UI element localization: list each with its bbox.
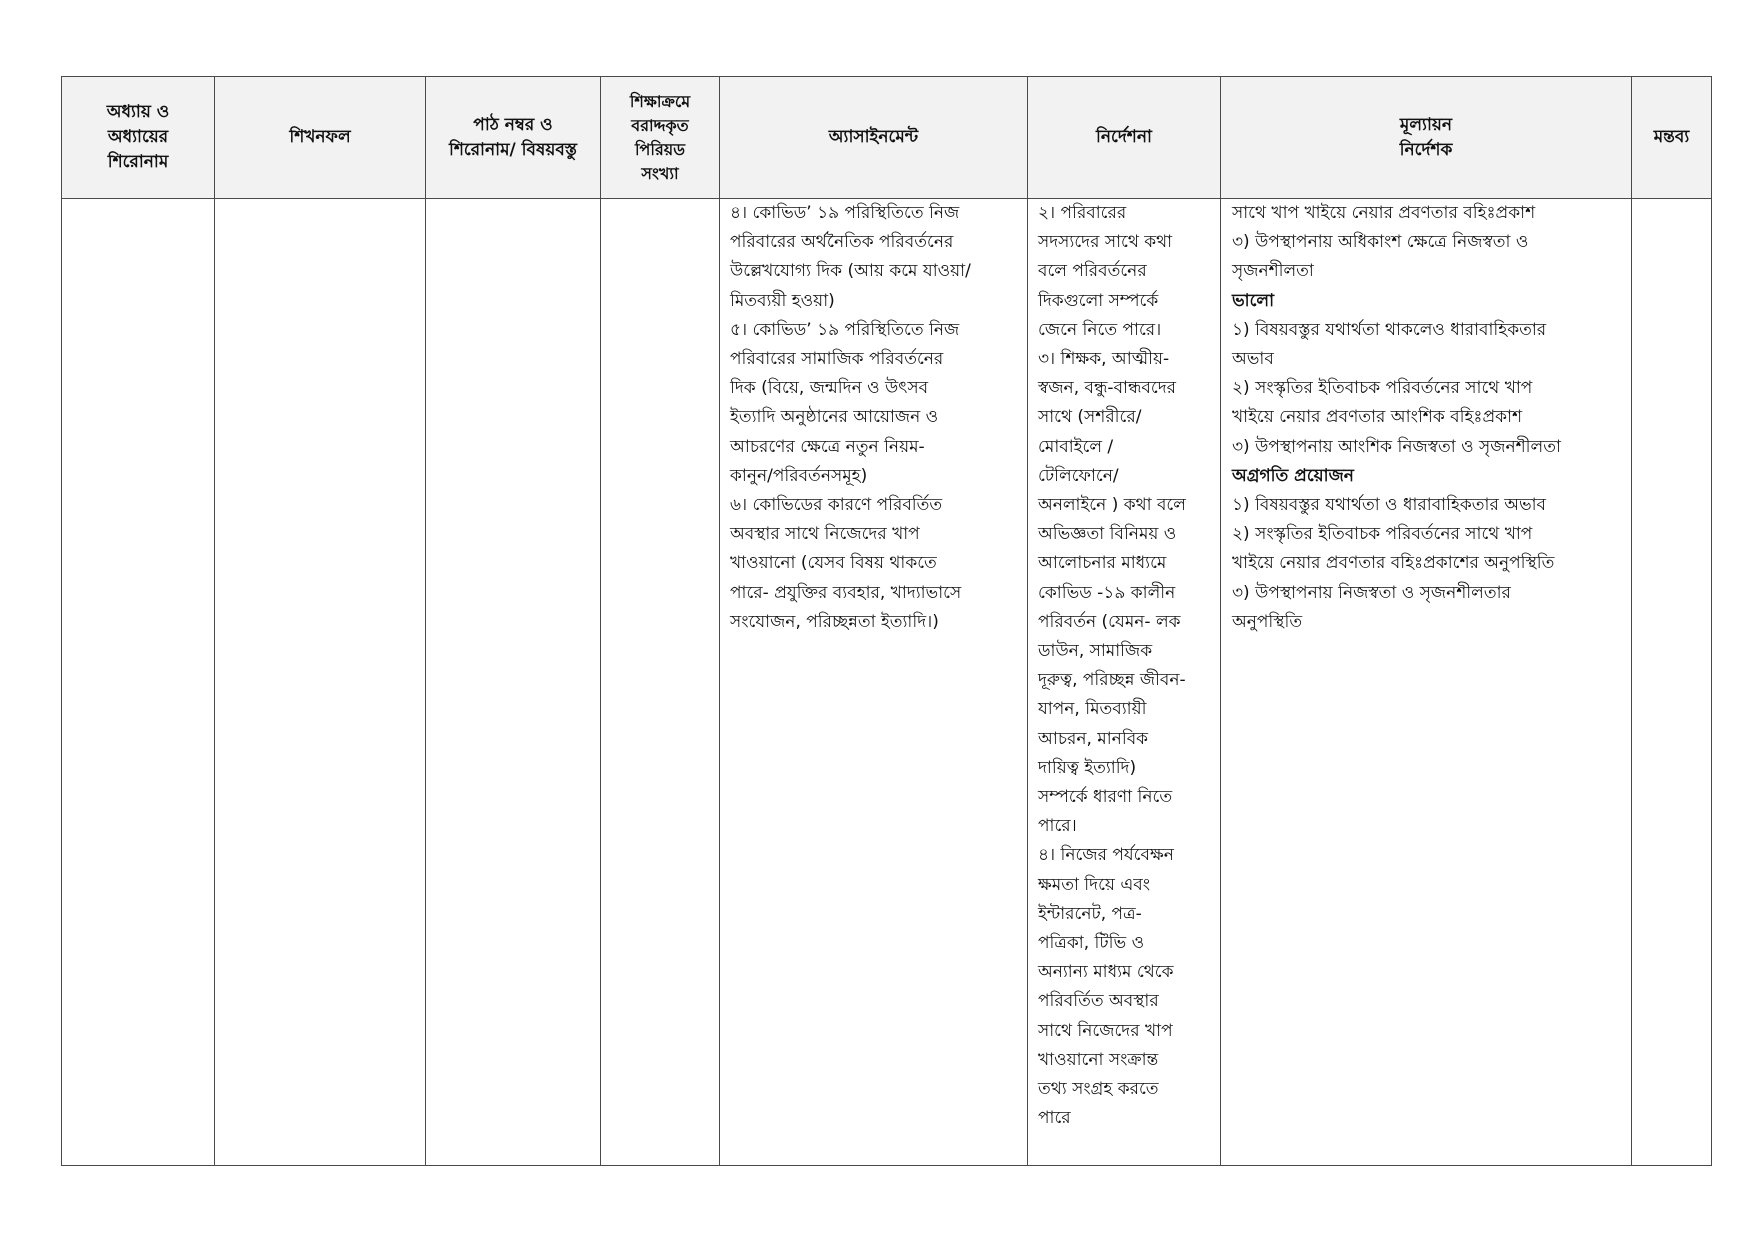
text-line: ৩) উপস্থাপনায় নিজস্বতা ও সৃজনশীলতার [1232, 582, 1511, 603]
text-line: উল্লেখযোগ্য দিক (আয় কমে যাওয়া/ [730, 261, 971, 282]
text-line: স্বজন, বন্ধু-বান্ধবদের [1038, 378, 1176, 399]
text-line: ৫। কোভিড’ ১৯ পরিস্থিতিতে নিজ [730, 319, 960, 340]
text-line: ৬। কোভিডের কারণে পরিবর্তিত [730, 495, 943, 516]
cell-lesson [426, 199, 601, 1166]
text-line: ৪। নিজের পর্যবেক্ষন [1038, 845, 1174, 866]
header-evaluation-indicator [1221, 77, 1632, 199]
header-line: সংখ্যা [641, 163, 679, 183]
text-line: অন্যান্য মাধ্যম থেকে [1038, 962, 1174, 983]
text-line: আচরণের ক্ষেত্রে নতুন নিয়ম- [730, 436, 925, 457]
text-line: বলে পরিবর্তনের [1038, 261, 1147, 282]
text-line: তথ্য সংগ্রহ করতে [1038, 1079, 1159, 1100]
text-line: সৃজনশীলতা [1232, 261, 1314, 282]
text-line: অভিজ্ঞতা বিনিময় ও [1038, 524, 1177, 545]
text-line: দিক (বিয়ে, জন্মদিন ও উৎসব [730, 378, 929, 399]
text-line: ১) বিষয়বস্তুর যথার্থতা ও ধারাবাহিকতার অভাব [1232, 495, 1547, 516]
text-line: ইত্যাদি অনুষ্ঠানের আয়োজন ও [730, 407, 939, 428]
text-line: অবস্থার সাথে নিজেদের খাপ [730, 524, 920, 545]
text-line: ক্ষমতা দিয়ে এবং [1038, 874, 1151, 895]
lesson-plan-table [61, 76, 1712, 1166]
text-line: মোবাইলে / [1038, 436, 1114, 457]
text-line: সাথে খাপ খাইয়ে নেয়ার প্রবণতার বহিঃপ্রকাশ [1232, 203, 1536, 223]
text-line: খাওয়ানো (যেসব বিষয় থাকতে [730, 553, 937, 574]
header-learning-outcome [215, 77, 426, 199]
text-line: অনুপস্থিতি [1232, 611, 1303, 632]
text-line: পরিবারের অর্থনৈতিক পরিবর্তনের [730, 232, 954, 253]
header-line: মন্তব্য [1653, 127, 1690, 147]
text-line: ৩। শিক্ষক, আত্মীয়- [1038, 349, 1170, 370]
header-line: নির্দেশক [1399, 139, 1453, 160]
cell-remarks [1632, 199, 1712, 1166]
rating-level-heading: ভালো [1232, 290, 1275, 311]
text-line: কানুন/পরিবর্তনসমূহ) [730, 465, 868, 486]
cell-chapter [62, 199, 215, 1166]
header-line: মূল্যায়ন [1399, 114, 1453, 135]
text-line: দায়িত্ব ইত্যাদি) [1038, 757, 1137, 778]
text-line: দূরুত্ব, পরিচ্ছন্ন জীবন- [1038, 670, 1186, 691]
header-line: অধ্যায় ও [106, 102, 170, 122]
cell-learning-outcome [215, 199, 426, 1166]
table-row [62, 199, 1712, 1166]
header-remarks [1632, 77, 1712, 199]
cell-evaluation [1221, 199, 1632, 1166]
text-line: খাইয়ে নেয়ার প্রবণতার বহিঃপ্রকাশের অনুপস্থিতি [1232, 553, 1555, 574]
header-assignment [720, 77, 1028, 199]
text-line: সংযোজন, পরিচ্ছন্নতা ইত্যাদি।) [730, 611, 939, 632]
text-line: সদস্যদের সাথে কথা [1038, 232, 1173, 253]
cell-instruction [1028, 199, 1221, 1166]
text-line: ৩) উপস্থাপনায় আংশিক নিজস্বতা ও সৃজনশীলতা [1232, 436, 1561, 457]
text-line: জেনে নিতে পারে। [1038, 319, 1162, 340]
text-line: মিতব্যয়ী হওয়া) [730, 290, 835, 311]
text-line: খাওয়ানো সংক্রান্ত [1038, 1049, 1159, 1070]
text-line: ২) সংস্কৃতির ইতিবাচক পরিবর্তনের সাথে খাপ [1232, 524, 1533, 545]
text-line: পারে। [1038, 816, 1077, 837]
text-line: টেলিফোনে/ [1038, 465, 1119, 486]
header-instruction [1028, 77, 1221, 199]
text-line: দিকগুলো সম্পর্কে [1038, 290, 1159, 311]
text-line: ৩) উপস্থাপনায় অধিকাংশ ক্ষেত্রে নিজস্বতা ও [1232, 232, 1529, 253]
header-line: পাঠ নম্বর ও [473, 114, 553, 135]
text-line: পরিবারের সামাজিক পরিবর্তনের [730, 349, 944, 370]
text-line: অনলাইনে ) কথা বলে [1038, 495, 1186, 516]
text-line: পারে [1038, 1108, 1071, 1129]
header-line: শিখনফল [289, 127, 351, 147]
text-line: পরিবর্তন (যেমন- লক [1038, 611, 1181, 632]
text-line: সম্পর্কে ধারণা নিতে [1038, 787, 1173, 808]
text-line: যাপন, মিতব্যায়ী [1038, 699, 1147, 720]
text-line: পত্রিকা, টিভি ও [1038, 933, 1145, 954]
text-line: ১) বিষয়বস্তুর যথার্থতা থাকলেও ধারাবাহিকতার [1232, 319, 1547, 340]
header-line: শিক্ষাক্রমে [629, 91, 691, 111]
cell-periods [601, 199, 720, 1166]
header-lesson-number-title [426, 77, 601, 199]
text-line: কোভিড -১৯ কালীন [1038, 582, 1176, 603]
header-line: শিরোনাম/ বিষয়বস্তু [448, 139, 578, 160]
text-line: ৪। কোভিড’ ১৯ পরিস্থিতিতে নিজ [730, 203, 960, 223]
header-line: শিরোনাম [107, 152, 169, 172]
header-line: অ্যাসাইনমেন্ট [828, 127, 919, 147]
text-line: পারে- প্রযুক্তির ব্যবহার, খাদ্যাভাসে [730, 582, 962, 603]
rating-level-heading: অগ্রগতি প্রয়োজন [1232, 465, 1354, 486]
header-line: পিরিয়ড [634, 139, 686, 159]
text-line: আলোচনার মাধ্যমে [1038, 553, 1167, 574]
header-chapter-title [62, 77, 215, 199]
header-allotted-periods [601, 77, 720, 199]
text-line: ইন্টারনেট, পত্র- [1038, 903, 1142, 924]
text-line: সাথে নিজেদের খাপ [1038, 1020, 1173, 1041]
text-line: খাইয়ে নেয়ার প্রবণতার আংশিক বহিঃপ্রকাশ [1232, 407, 1523, 428]
text-line: আচরন, মানবিক [1038, 728, 1149, 749]
header-line: অধ্যায়ের [107, 127, 169, 147]
cell-assignment [720, 199, 1028, 1166]
text-line: ২) সংস্কৃতির ইতিবাচক পরিবর্তনের সাথে খাপ [1232, 378, 1533, 399]
text-line: ডাউন, সামাজিক [1038, 641, 1153, 662]
header-line: নির্দেশনা [1096, 127, 1152, 147]
header-line: বরাদ্দকৃত [631, 115, 689, 135]
text-line: ২। পরিবারের [1038, 203, 1127, 223]
table-header-row [62, 77, 1712, 199]
text-line: অভাব [1232, 349, 1274, 370]
text-line: পরিবর্তিত অবস্থার [1038, 991, 1159, 1012]
text-line: সাথে (সশরীরে/ [1038, 407, 1142, 428]
